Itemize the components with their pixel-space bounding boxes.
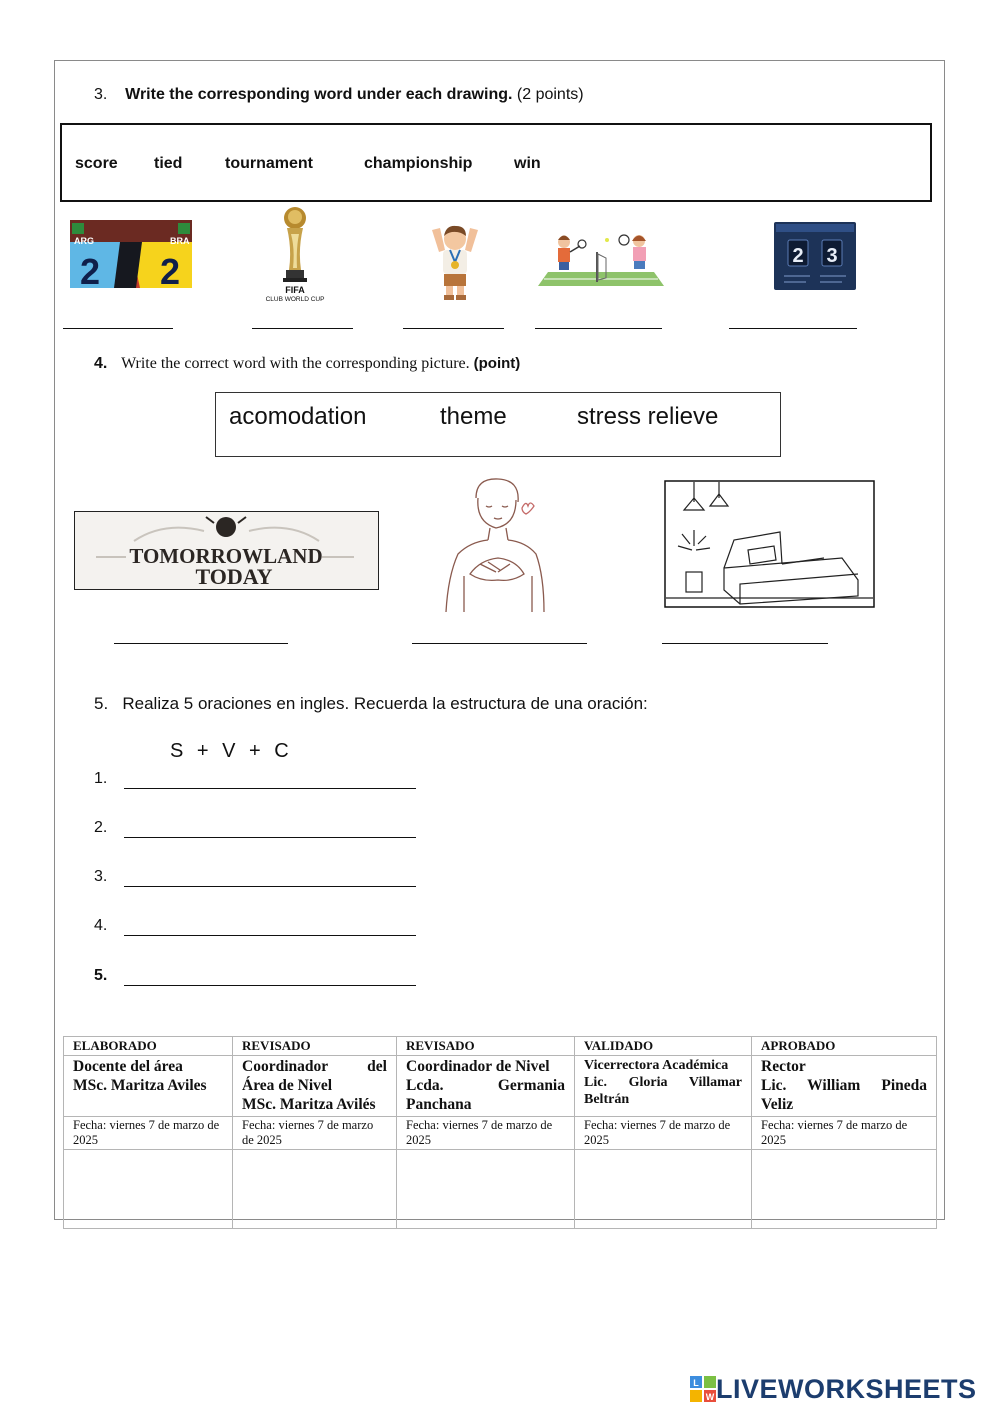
sentence-answer-line[interactable] xyxy=(124,788,416,789)
answer-blank[interactable] xyxy=(412,643,587,644)
scoreboard-picture xyxy=(774,222,856,290)
liveworksheets-logo-text: LIVEWORKSHEETS xyxy=(716,1373,977,1404)
sentence-item xyxy=(94,967,107,985)
sentence-item xyxy=(94,868,107,886)
sentence-answer-line[interactable] xyxy=(124,935,416,936)
question-4-instruction: Write the correct word with the corresponding picture. xyxy=(121,355,470,372)
answer-blank[interactable] xyxy=(63,328,173,329)
question-5-number: 5. xyxy=(94,694,109,713)
sentence-structure-formula: S + V + C xyxy=(170,740,290,762)
vocabulary-word: acomodation xyxy=(229,403,367,430)
signature-names xyxy=(575,1056,752,1117)
trophy-caption-fifa: FIFA xyxy=(285,285,305,295)
signature-role: Docente del área xyxy=(73,1058,183,1075)
answer-blank[interactable] xyxy=(535,328,662,329)
signature-space xyxy=(575,1150,752,1229)
signature-date: Fecha: viernes 7 de marzo de 2025 xyxy=(575,1117,752,1150)
logo-letter: W xyxy=(705,1392,715,1402)
signature-date: Fecha: viernes 7 de marzo de 2025 xyxy=(397,1117,575,1150)
signature-person: MSc. Maritza Avilés xyxy=(242,1096,376,1113)
answer-blank[interactable] xyxy=(114,643,288,644)
signature-person: MSc. Maritza Aviles xyxy=(73,1077,207,1094)
signature-names xyxy=(233,1056,397,1117)
signature-space xyxy=(233,1150,397,1229)
question-4-points: (point) xyxy=(473,355,521,372)
festival-picture xyxy=(74,511,379,590)
bedroom-picture xyxy=(664,480,875,608)
signature-role: Coordinador del Área de Nivel xyxy=(242,1058,387,1094)
answer-blank[interactable] xyxy=(662,643,828,644)
sentence-item xyxy=(94,917,107,935)
word-bank-item: win xyxy=(514,155,541,172)
signature-space xyxy=(752,1150,937,1229)
signature-header: APROBADO xyxy=(752,1037,937,1056)
signature-header: REVISADO xyxy=(397,1037,575,1056)
sentence-number: 2. xyxy=(94,819,108,836)
signature-names xyxy=(752,1056,937,1117)
sentence-item xyxy=(94,819,107,837)
scoreboard-right-value: 3 xyxy=(826,245,838,267)
word-bank-item: tournament xyxy=(225,155,313,172)
sentence-answer-line[interactable] xyxy=(124,985,416,986)
sentence-number: 1. xyxy=(94,770,108,787)
answer-blank[interactable] xyxy=(403,328,504,329)
liveworksheets-logo-icon xyxy=(690,1376,716,1402)
question-3-points: (2 points) xyxy=(516,86,584,103)
sentence-number: 5. xyxy=(94,967,108,984)
sentence-number: 3. xyxy=(94,868,108,885)
signature-date: Fecha: viernes 7 de marzo de 2025 xyxy=(233,1117,397,1150)
signature-names xyxy=(397,1056,575,1117)
signature-space xyxy=(64,1150,233,1229)
word-bank-item: score xyxy=(75,155,118,172)
sentence-number: 4. xyxy=(94,917,108,934)
signature-header: VALIDADO xyxy=(575,1037,752,1056)
signature-header: ELABORADO xyxy=(64,1037,233,1056)
signature-space xyxy=(397,1150,575,1229)
score-right-value: 2 xyxy=(160,251,181,288)
vocabulary-box xyxy=(215,392,781,457)
question-3-instruction: Write the corresponding word under each drawing. xyxy=(125,86,513,103)
festival-title-line2: TODAY xyxy=(195,564,273,589)
trophy-picture xyxy=(262,204,328,304)
question-5-instruction: Realiza 5 oraciones en ingles. Recuerda la estructura de una oración: xyxy=(122,694,648,713)
signature-role: Vicerrectora Académica xyxy=(584,1058,729,1073)
signature-role: Rector xyxy=(761,1058,806,1075)
question-3-title xyxy=(94,86,584,104)
winner-boy-picture xyxy=(426,222,484,302)
answer-blank[interactable] xyxy=(252,328,353,329)
vocabulary-word: theme xyxy=(440,403,507,430)
logo-letter: L xyxy=(693,1378,699,1388)
tennis-match-picture xyxy=(536,228,666,288)
question-3-number: 3. xyxy=(94,86,108,103)
festival-title-line1: TOMORROWLAND xyxy=(129,544,323,568)
trophy-caption-club: CLUB WORLD CUP xyxy=(265,296,325,303)
signature-person: Lcda. Germania Panchana xyxy=(406,1077,565,1113)
word-bank-box xyxy=(60,123,932,202)
score-team-left: ARG xyxy=(74,236,94,246)
signature-person: Lic. William Pineda Veliz xyxy=(761,1077,927,1113)
signature-role: Coordinador de Nivel xyxy=(406,1058,550,1075)
question-4-number: 4. xyxy=(94,355,108,372)
word-bank-item: tied xyxy=(154,155,183,172)
liveworksheets-logo xyxy=(690,1374,977,1404)
vocabulary-word: stress relieve xyxy=(577,403,719,430)
sentence-answer-line[interactable] xyxy=(124,886,416,887)
signature-names xyxy=(64,1056,233,1117)
signature-person: Lic. Gloria Villamar Beltrán xyxy=(584,1075,742,1107)
score-picture xyxy=(70,220,192,288)
question-4-title xyxy=(94,355,520,373)
question-5-title xyxy=(94,694,648,714)
score-team-right: BRA xyxy=(170,236,190,246)
score-left-value: 2 xyxy=(80,251,101,288)
sentence-item xyxy=(94,770,107,788)
approval-signature-table xyxy=(63,1036,937,1229)
word-bank-item: championship xyxy=(364,155,473,172)
scoreboard-left-value: 2 xyxy=(792,245,804,267)
signature-date: Fecha: viernes 7 de marzo de 2025 xyxy=(752,1117,937,1150)
signature-date: Fecha: viernes 7 de marzo de 2025 xyxy=(64,1117,233,1150)
relieved-man-picture xyxy=(440,476,550,614)
answer-blank[interactable] xyxy=(729,328,857,329)
sentence-answer-line[interactable] xyxy=(124,837,416,838)
signature-header: REVISADO xyxy=(233,1037,397,1056)
